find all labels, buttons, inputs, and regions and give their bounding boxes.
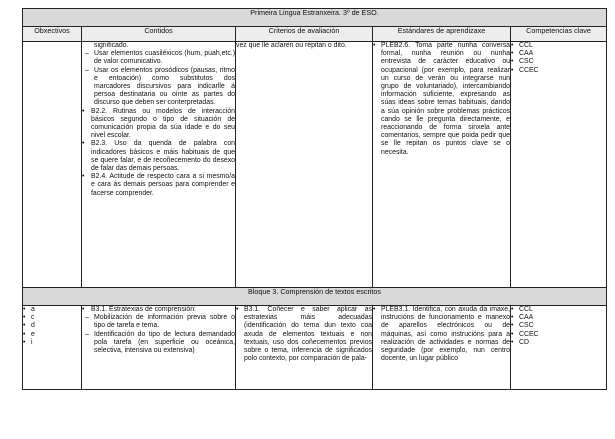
contido-item: – Usar elementos cuasiléxicos (hum, puah,etc.) de valor comunicativo.	[82, 50, 235, 66]
contido-item: – Mobilización de información previa sobre o tipo de tarefa e tema.	[82, 314, 235, 330]
competencia-item: • CSC	[511, 58, 606, 66]
competencia-item: • CSC	[511, 322, 606, 330]
obxectivo-item: • a	[23, 306, 81, 314]
curriculum-table	[22, 8, 607, 390]
section1-estandares-cell	[373, 42, 511, 288]
competencia-item: • CCEC	[511, 331, 606, 339]
header-criterios: Criterios de avaliación	[236, 27, 373, 42]
contido-item: • B2.3. Uso da quenda de palabra con indicadores básicos e máis habituais de que se quere falar, e de recoñecemento do desexo de falar das demais persoas.	[82, 140, 235, 173]
competencia-item: • CCL	[511, 306, 606, 314]
contido-item: • B2.4. Actitude de respecto cara a si mesmo/a e cara ás demais persoas para comprender e facerse comprender.	[82, 173, 235, 198]
section1-estandar-item: • PLEB2.6. Toma parte nunha conversa formal, nunha reunión ou nunha entrevista de carácter educativo ou ocupacional (por exemplo, para realizar un curso de verán ou integrarse nun grupo de voluntariado), intercambiando información suficiente, expresando as súas ideas sobre temas habituais, dando a súa opinión sobre problemas prácticos cando se lle pregunta directamente, e reaccionando de forma sinxela ante comentarios, sempre que poida pedir que se lle repitan os puntos clave se o necesita.	[373, 42, 510, 157]
contido-item: • B3.1. Estratexias de comprensión:	[82, 306, 235, 314]
header-estandares: Estándares de aprendizaxe	[373, 27, 511, 42]
section2-criterios-cell	[236, 306, 373, 390]
competencia-item: • CCL	[511, 42, 606, 50]
section2-estandar-item: • PLEB3.1. Identifica, con axuda da imaxe, instrucións de funcionamento e manexo de aparellos electrónicos ou de máquinas, así como instrucións para a realización de actividades e normas de seguridade (por exemplo, nun centro docente, un lugar público	[373, 306, 510, 363]
obxectivo-item: • e	[23, 331, 81, 339]
contido-item: significado.	[94, 42, 129, 49]
section1-competencias-cell	[511, 42, 607, 288]
competencia-item: • CD	[511, 339, 606, 347]
block3-title: Bloque 3. Comprensión de textos escritos	[23, 288, 607, 306]
section2-obxectivos-cell	[23, 306, 82, 390]
competencia-item: • CAA	[511, 314, 606, 322]
section1-contidos-cell	[82, 42, 236, 288]
contido-item: • B2.2. Rutinas ou modelos de interacción básicos segundo o tipo de situación de comunicación propia da súa idade e do seu nivel escolar.	[82, 108, 235, 141]
table-title: Primeira Lingua Estranxeira. 3º de ESO.	[23, 9, 607, 27]
section2-competencias-cell	[511, 306, 607, 390]
section1-contidos-list	[82, 42, 235, 198]
section2-criterio-item: • B3.1. Coñecer e saber aplicar as estratexias máis adecuadas (identificación do tema dun texto coa axuda de elementos textuais e non textuais, uso dos coñecementos previos sobre o tema, inferencia de significados polo contexto, por comparación de pala-	[236, 306, 372, 363]
section1-obxectivos-cell	[23, 42, 82, 288]
header-contidos: Contidos	[82, 27, 236, 42]
obxectivo-item: • c	[23, 314, 81, 322]
obxectivo-item: • d	[23, 322, 81, 330]
section1-criterios-cell: vez que lle aclaren ou repitan o dito.	[236, 42, 373, 288]
section2-estandares-cell	[373, 306, 511, 390]
header-obxectivos: Obxectivos	[23, 27, 82, 42]
contido-item: – Identificación do tipo de lectura demandado pola tarefa (en superficie ou oceánica, selectiva, intensiva ou extensiva)	[82, 331, 235, 356]
obxectivo-item: • i	[23, 339, 81, 347]
competencia-item: • CCEC	[511, 67, 606, 75]
section2-contidos-cell	[82, 306, 236, 390]
competencia-item: • CAA	[511, 50, 606, 58]
header-competencias: Competencias clave	[511, 27, 607, 42]
contido-item: – Usar os elementos prosódicos (pausas, ritmo e entoación) como substitutos dos marcadores discursivos para indicarlle á persoa destinataria ou oínte as partes do discurso que deben ser conterpretadas.	[82, 67, 235, 108]
section2-contidos-list	[82, 306, 235, 355]
